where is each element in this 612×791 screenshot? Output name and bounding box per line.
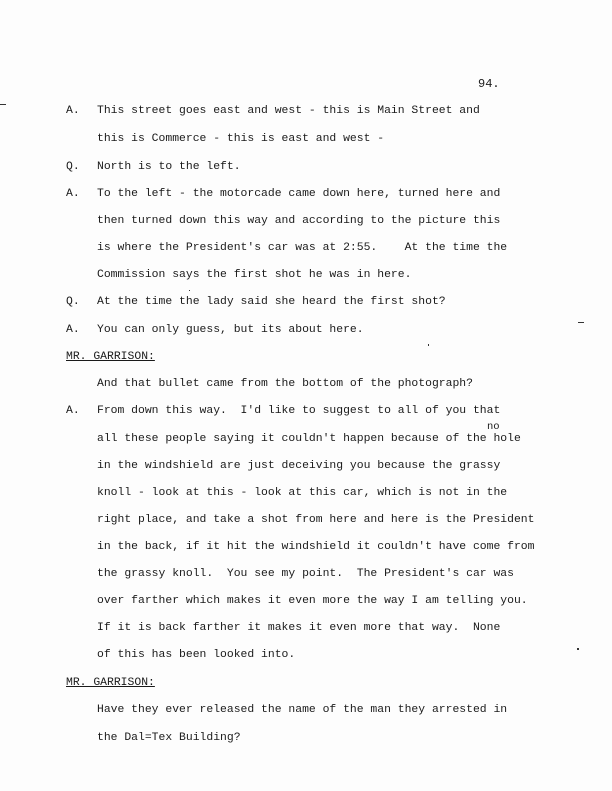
speaker-label: MR. GARRISON: xyxy=(66,351,155,363)
text-line: right place, and take a shot from here and here is the President xyxy=(97,514,535,526)
text-line: is where the President's car was at 2:55. At the time the xyxy=(97,242,508,254)
scan-speck xyxy=(0,104,6,105)
text-line: of this has been looked into. xyxy=(97,649,296,661)
speaker-label: MR. GARRISON: xyxy=(66,677,155,689)
text-line: Commission says the first shot he was in here. xyxy=(97,269,412,281)
answer-label: A. xyxy=(66,105,80,117)
scan-speck xyxy=(577,648,579,650)
question-label: Q. xyxy=(66,161,80,173)
answer-label: A. xyxy=(66,405,80,417)
text-line: knoll - look at this - look at this car, which is not in the xyxy=(97,487,508,499)
inserted-word: no xyxy=(487,421,500,433)
scan-speck xyxy=(578,322,584,323)
answer-label: A. xyxy=(66,188,80,200)
question-label: Q. xyxy=(66,296,80,308)
text-line: This street goes east and west - this is Main Street and xyxy=(97,105,480,117)
scan-speck xyxy=(189,290,190,291)
text-line: all these people saying it couldn't happen because of the hole xyxy=(97,433,521,445)
text-line: North is to the left. xyxy=(97,161,241,173)
text-line: this is Commerce - this is east and west - xyxy=(97,133,385,145)
text-line: At the time the lady said she heard the first shot? xyxy=(97,296,446,308)
text-line: You can only guess, but its about here. xyxy=(97,324,364,336)
text-line: in the windshield are just deceiving you because the grassy xyxy=(97,460,501,472)
text-line: If it is back farther it makes it even more that way. None xyxy=(97,622,501,634)
scan-speck xyxy=(428,344,429,346)
text-line: From down this way. I'd like to suggest to all of you that xyxy=(97,405,501,417)
text-line: the Dal=Tex Building? xyxy=(97,732,241,744)
text-line: in the back, if it hit the windshield it couldn't have come from xyxy=(97,541,535,553)
text-line: And that bullet came from the bottom of the photograph? xyxy=(97,378,473,390)
text-line: over farther which makes it even more the way I am telling you. xyxy=(97,595,528,607)
text-line: To the left - the motorcade came down here, turned here and xyxy=(97,188,501,200)
page-number: 94. xyxy=(478,77,500,91)
text-line: the grassy knoll. You see my point. The President's car was xyxy=(97,568,514,580)
text-line: Have they ever released the name of the man they arrested in xyxy=(97,704,508,716)
text-line: then turned down this way and according to the picture this xyxy=(97,215,501,227)
answer-label: A. xyxy=(66,324,80,336)
